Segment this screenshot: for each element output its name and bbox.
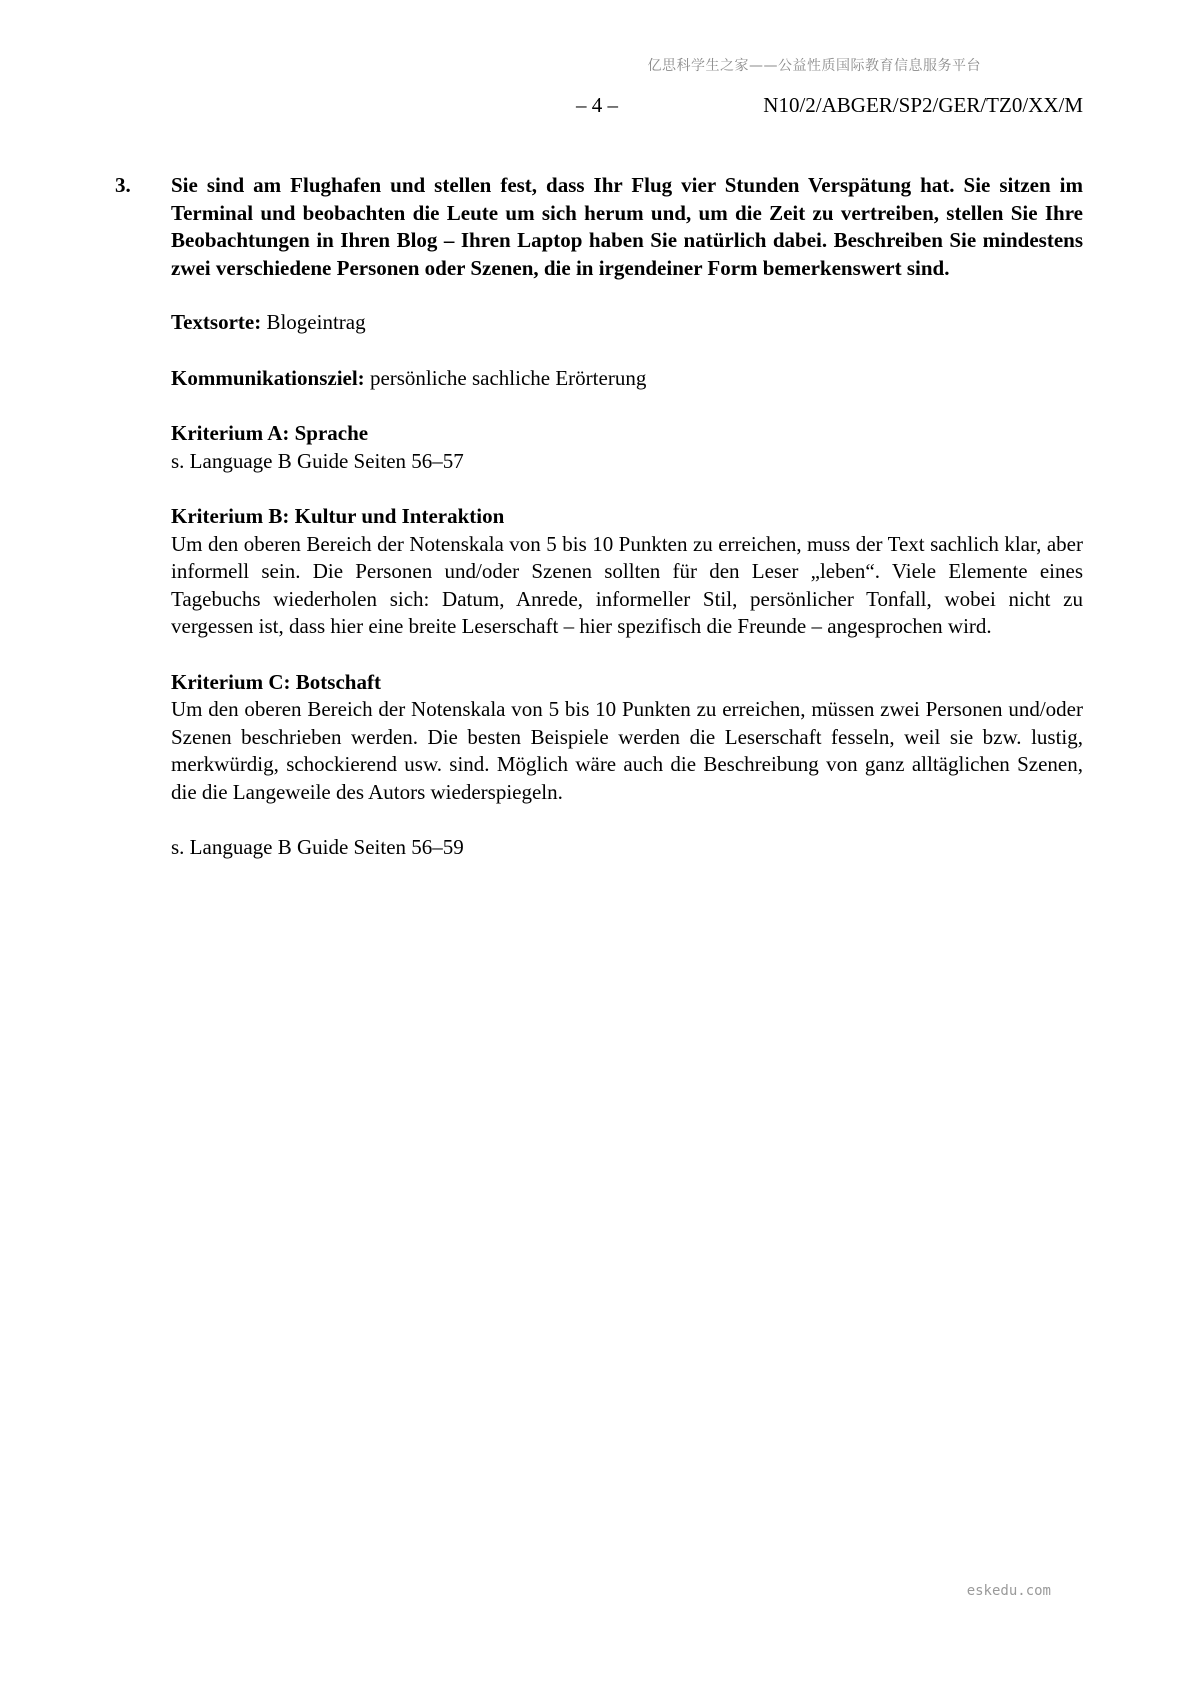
kommunikationsziel xyxy=(171,365,1083,393)
watermark-top: 亿思科学生之家——公益性质国际教育信息服务平台 xyxy=(647,58,981,74)
watermark-bottom: eskedu.com xyxy=(966,1583,1051,1599)
question-number: 3. xyxy=(115,173,131,197)
question xyxy=(115,172,1083,282)
kommunikationsziel-label: Kommunikationsziel: xyxy=(171,365,365,390)
textsorte-value: Blogeintrag xyxy=(261,310,366,334)
question-text: Sie sind am Flughafen und stellen fest, dass Ihr Flug vier Stunden Verspätung hat. Sie sitzen im Terminal und beobachten die Leute um sich herum und, um die Zeit zu vertreiben, stellen Sie Ihre Beobachtungen in Ihren Blog – Ihren Laptop haben Sie natürlich dabei. Beschreiben Sie mindestens zwei verschiedene Personen oder Szenen, die in irgendeiner Form bemerkenswert sind. xyxy=(171,173,1083,280)
kriterium-c-text: Um den oberen Bereich der Notenskala von 5 bis 10 Punkten zu erreichen, müssen zwei Personen und/oder Szenen beschrieben werden. Die besten Beispiele werden die Leserschaft fesseln, weil sie bzw. lustig, merkwürdig, schockierend usw. sind. Möglich wäre auch die Beschreibung von ganz alltäglichen Szenen, die die Langeweile des Autors wiederspiegeln. xyxy=(171,697,1083,804)
textsorte xyxy=(171,309,1083,337)
kriterium-b-text: Um den oberen Bereich der Notenskala von 5 bis 10 Punkten zu erreichen, muss der Text sachlich klar, aber informell sein. Die Personen und/oder Szenen sollten für den Leser „leben“. Viele Elemente eines Tagebuchs wiederholen sich: Datum, Anrede, informeller Stil, persönlicher Tonfall, wobei nicht zu vergessen ist, dass hier eine breite Leserschaft – hier spezifisch die Freunde – angesprochen wird. xyxy=(171,531,1083,638)
kriterium-a-heading: Kriterium A: Sprache xyxy=(171,421,369,445)
kriterium-a xyxy=(171,420,1083,475)
kommunikationsziel-value: persönliche sachliche Erörterung xyxy=(364,365,647,390)
page-header xyxy=(0,93,1191,123)
kriterium-a-text: s. Language B Guide Seiten 56–57 xyxy=(171,448,464,473)
textsorte-label: Textsorte: xyxy=(171,310,262,334)
kriterium-c xyxy=(171,669,1083,807)
kriterium-c-heading: Kriterium C: Botschaft xyxy=(171,669,381,694)
page-number: – 4 – xyxy=(576,93,618,117)
page-content xyxy=(115,172,1083,862)
kriterium-b-heading: Kriterium B: Kultur und Interaktion xyxy=(171,504,505,528)
kriterium-b xyxy=(171,503,1083,641)
document-code: N10/2/ABGER/SP2/GER/TZ0/XX/M xyxy=(763,93,1083,117)
guide-reference: s. Language B Guide Seiten 56–59 xyxy=(171,835,464,859)
